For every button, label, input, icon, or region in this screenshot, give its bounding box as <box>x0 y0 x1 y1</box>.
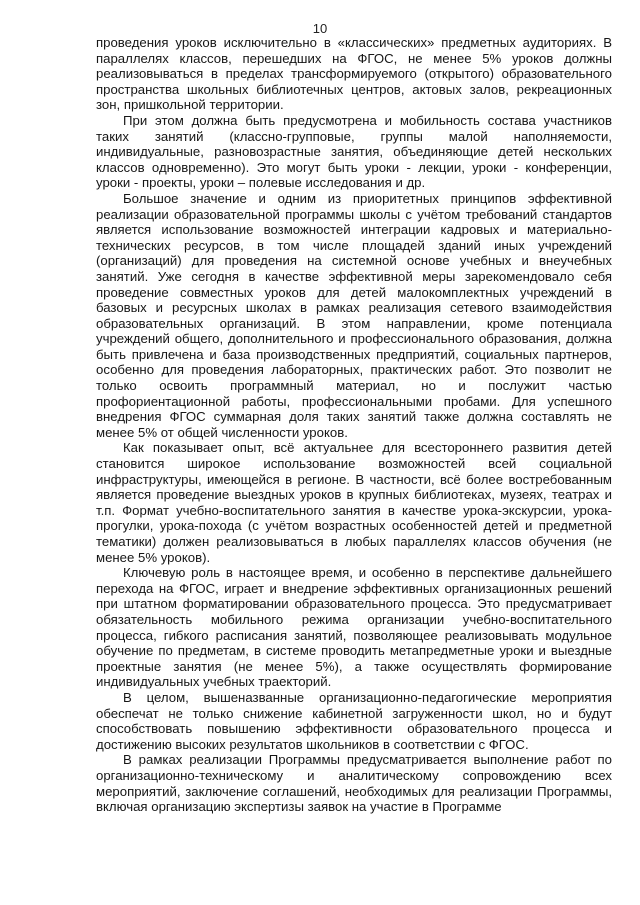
paragraph-organizational: Ключевую роль в настоящее время, и особенно в перспективе дальнейшего перехода на ФГОС, играет и внедрение эффективных организационных решений при штатном форматировании образовательного процесса. Это предусматривает обязательность мобильного режима организации учебно-воспитательного процесса, гибкого расписания занятий, позволяющее реализовывать модульное обучение по предметам, в системе проводить метапредметные уроки и выездные проектные занятия (не менее 5%), а также осуществлять формирование индивидуальных учебных траекторий. <box>96 565 612 690</box>
paragraph-integration: Большое значение и одним из приоритетных принципов эффективной реализации образовательной программы школы с учётом требований стандартов является использование возможностей интеграции кадровых и материально-технических ресурсов, в том числе площадей зданий иных учреждений (организаций) для проведения на системной основе учебных и внеучебных занятий. Уже сегодня в качестве эффективной меры зарекомендовало себя проведение совместных уроков для детей малокомплектных учреждений в базовых и ресурсных школах в рамках реализация сетевого взаимодействия образовательных организаций. В этом направлении, кроме потенциала учреждений общего, дополнительного и профессионального образования, должна быть привлечена и база производственных предприятий, социальных партнеров, особенно для проведения лабораторных, практических работ. Это позволит не только освоить программный материал, но и послужит частью профориентационной работы, профессиональными пробами. Для успешного внедрения ФГОС суммарная доля таких занятий также должна составлять не менее 5% от общей численности уроков. <box>96 190 612 440</box>
paragraph-program: В рамках реализации Программы предусматривается выполнение работ по организационно-техническому и аналитическому сопровождению всех мероприятий, заключение соглашений, необходимых для реализации Программы, включая организацию экспертизы заявок на участие в Программе <box>96 752 612 815</box>
paragraph-continuation: проведения уроков исключительно в «классических» предметных аудиториях. В параллелях классов, перешедших на ФГОС, не менее 5% уроков должны реализовываться в пределах трансформируемого (открытого) образовательного пространства школьных библиотечных центров, актовых залов, рекреационных зон, пришкольной территории. <box>96 35 612 113</box>
paragraph-infrastructure: Как показывает опыт, всё актуальнее для всестороннего развития детей становится широкое использование возможностей всей социальной инфраструктуры, имеющейся в регионе. В частности, всё более востребованным является проведение выездных уроков в крупных библиотеках, музеях, театрах и т.п. Формат учебно-воспитательного занятия в качестве урока-экскурсии, урока-прогулки, урока-похода (с учётом возрастных особенностей детей и предметной тематики) должен реализовываться в любых параллелях классов обучения (не менее 5% уроков). <box>96 440 612 565</box>
paragraph-mobility: При этом должна быть предусмотрена и мобильность состава участников таких занятий (классно-групповые, группы малой наполняемости, индивидуальные, разновозрастные занятия, объединяющие детей нескольких классов одновременно). Это могут быть уроки - лекции, уроки - конференции, уроки - проекты, уроки – полевые исследования и др. <box>96 112 612 191</box>
body-text <box>96 35 612 815</box>
paragraph-summary: В целом, вышеназванные организационно-педагогические мероприятия обеспечат не только снижение кабинетной загруженности школ, но и будут способствовать повышению эффективности образовательного процесса и достижению высоких результатов школьников в соответствии с ФГОС. <box>96 689 612 752</box>
page-number: 10 <box>312 21 328 36</box>
